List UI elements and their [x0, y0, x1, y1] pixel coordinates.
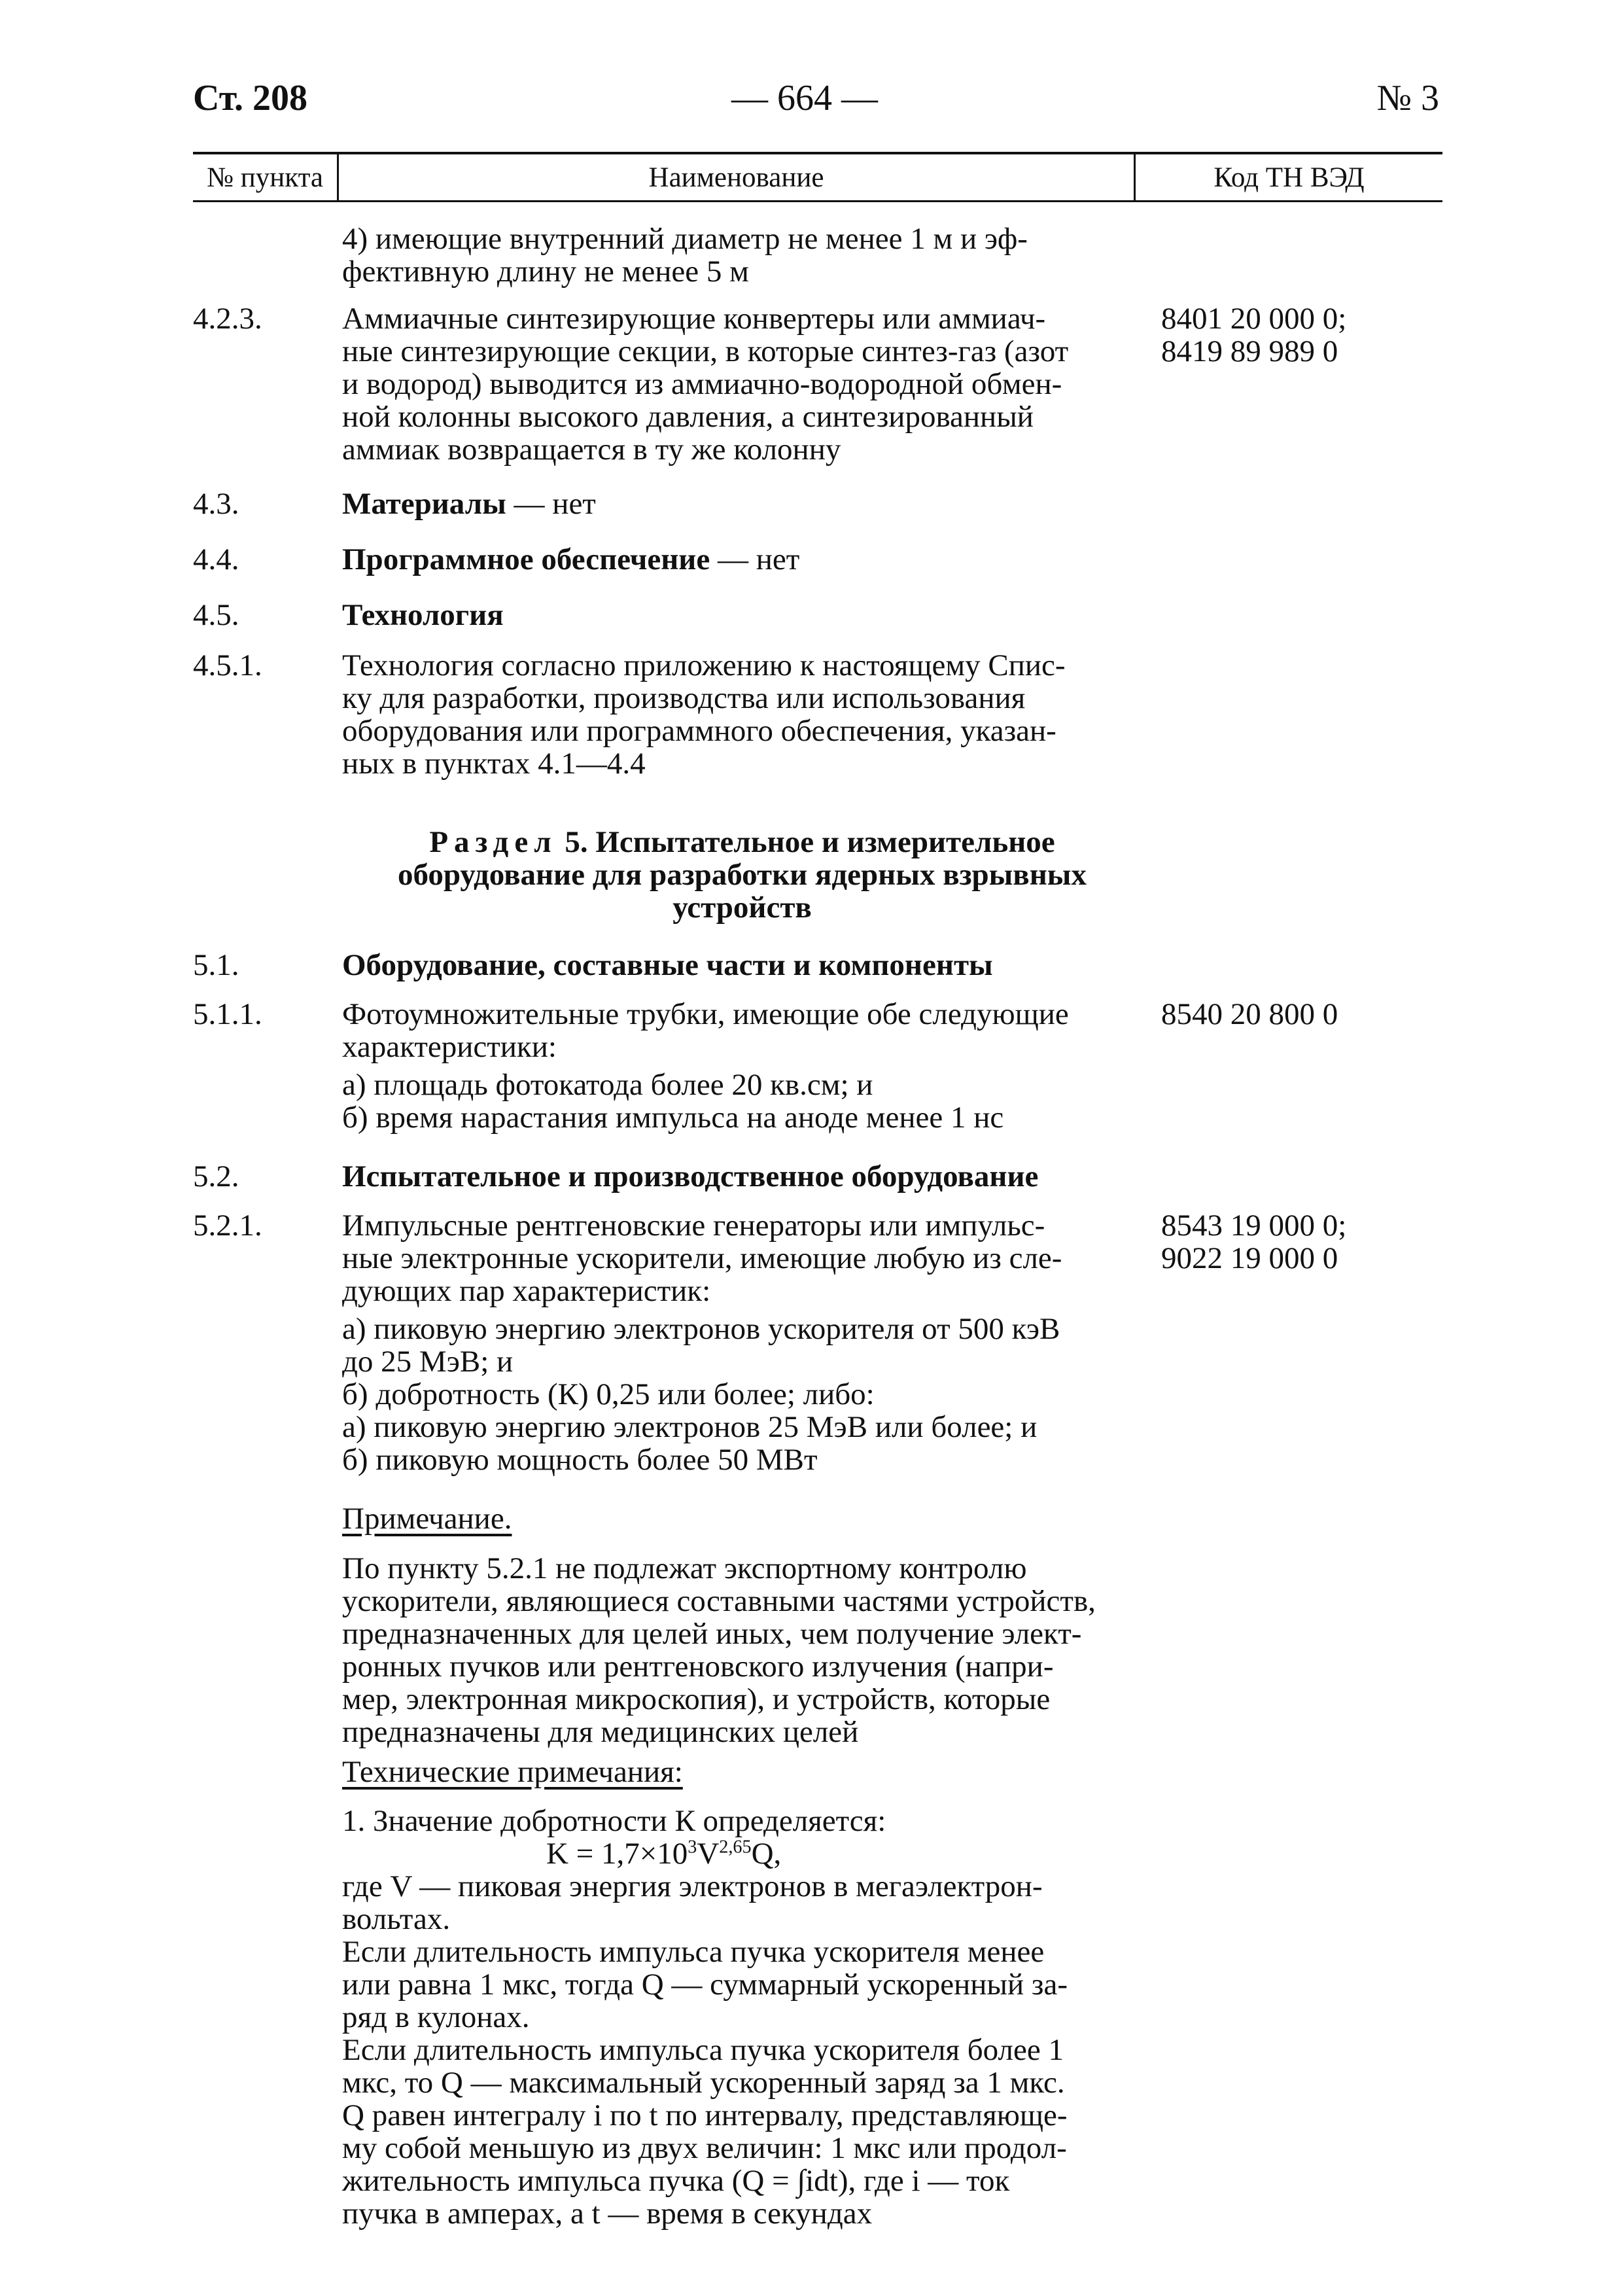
tech-notes-text: где V — пиковая энергия электронов в мегаэлектрон- вольтах. Если длительность импульса пучка ускорителя менее или равна 1 мкс, тогда Q — суммарный ускоренный за- ряд в кулонах. Если длительность импульса пучка ускорителя более 1 мкс, то Q — максимальный ускоренный заряд за 1 мкс. Q равен интегралу i по t по интервалу, представляюще- му собой меньшую из двух величин: 1 мкс или продол- жительность импульса пучка (Q = ∫idt), где i — ток пучка в амперах, а t — время в секундах	[342, 1869, 1068, 2231]
row-number: 4.2.3.	[193, 302, 262, 336]
section-title: Раздел 5. Испытательное и измерительное оборудование для разработки ядерных взрывных устройств	[398, 825, 1087, 925]
note-heading: Примечание.	[342, 1502, 512, 1536]
row-number: 5.2.	[193, 1159, 239, 1193]
row-text: Фотоумножительные трубки, имеющие обе следующие характеристики:	[342, 997, 1069, 1064]
row-subitems: а) пиковую энергию электронов ускорителя от 500 кэВ до 25 МэВ; и б) добротность (К) 0,25 или более; либо: а) пиковую энергию электронов 25 МэВ или более; и б) пиковую мощность более 50 МВт	[342, 1312, 1060, 1477]
column-header-number: № пункта	[206, 162, 324, 193]
row-heading: Испытательное и производственное оборудование	[342, 1159, 1039, 1193]
page-number: — 664 —	[731, 78, 878, 118]
row-text: 4) имеющие внутренний диаметр не менее 1 м и эф- фективную длину не менее 5 м	[342, 222, 1028, 289]
row-number: 4.3.	[193, 487, 239, 521]
row-code: 8540 20 800 0	[1161, 997, 1338, 1031]
tech-notes-heading: Технические примечания:	[342, 1755, 683, 1789]
column-header-code: Код ТН ВЭД	[1213, 162, 1365, 193]
row-text: Технология согласно приложению к настоящему Спис- ку для разработки, производства или использования оборудования или программного обеспечения, указан- ных в пунктах 4.1—4.4	[342, 648, 1066, 781]
row-code: 8401 20 000 0; 8419 89 989 0	[1161, 302, 1347, 368]
row-text: Программное обеспечение — нет	[342, 542, 800, 576]
row-text: Аммиачные синтезирующие конвертеры или аммиач- ные синтезирующие секции, в которые синтез-газ (азот и водород) выводится из аммиачно-водородной обмен- ной колонны высокого давления, а синтезированный аммиак возвращается в ту же колонну	[342, 302, 1069, 467]
column-header-name: Наименование	[648, 162, 824, 193]
row-text: Импульсные рентгеновские генераторы или импульс- ные электронные ускорители, имеющие любую из сле- дующих пар характеристик:	[342, 1209, 1062, 1308]
row-number: 4.5.1.	[193, 648, 262, 682]
row-number: 4.5.	[193, 598, 239, 632]
row-number: 5.2.1.	[193, 1209, 262, 1243]
row-number: 5.1.	[193, 948, 239, 982]
tech-notes-intro: 1. Значение добротности К определяется:	[342, 1804, 886, 1838]
row-heading: Технология	[342, 598, 504, 632]
table-head-rule	[193, 200, 1442, 202]
row-subitems: а) площадь фотокатода более 20 кв.см; и б) время нарастания импульса на аноде менее 1 нс	[342, 1068, 1004, 1135]
formula: $K = 1,7\times 10^3V^{2,65}Q$,	[546, 1837, 782, 1871]
issue-number: № 3	[1376, 78, 1439, 118]
row-number: 4.4.	[193, 542, 239, 576]
table-top-rule	[193, 152, 1442, 154]
note-text: По пункту 5.2.1 не подлежат экспортному контролю ускорители, являющиеся составными частями устройств, предназначенных для целей иных, чем получение элект- ронных пучков или рентгеновского излучения (напри- мер, электронная микроскопия), и устройств, которые предназначены для медицинских целей	[342, 1551, 1096, 1749]
row-number: 5.1.1.	[193, 997, 262, 1031]
row-code: 8543 19 000 0; 9022 19 000 0	[1161, 1209, 1347, 1275]
row-heading: Оборудование, составные части и компоненты	[342, 948, 993, 982]
row-text: Материалы — нет	[342, 487, 596, 521]
page-article: Ст. 208	[193, 78, 307, 118]
